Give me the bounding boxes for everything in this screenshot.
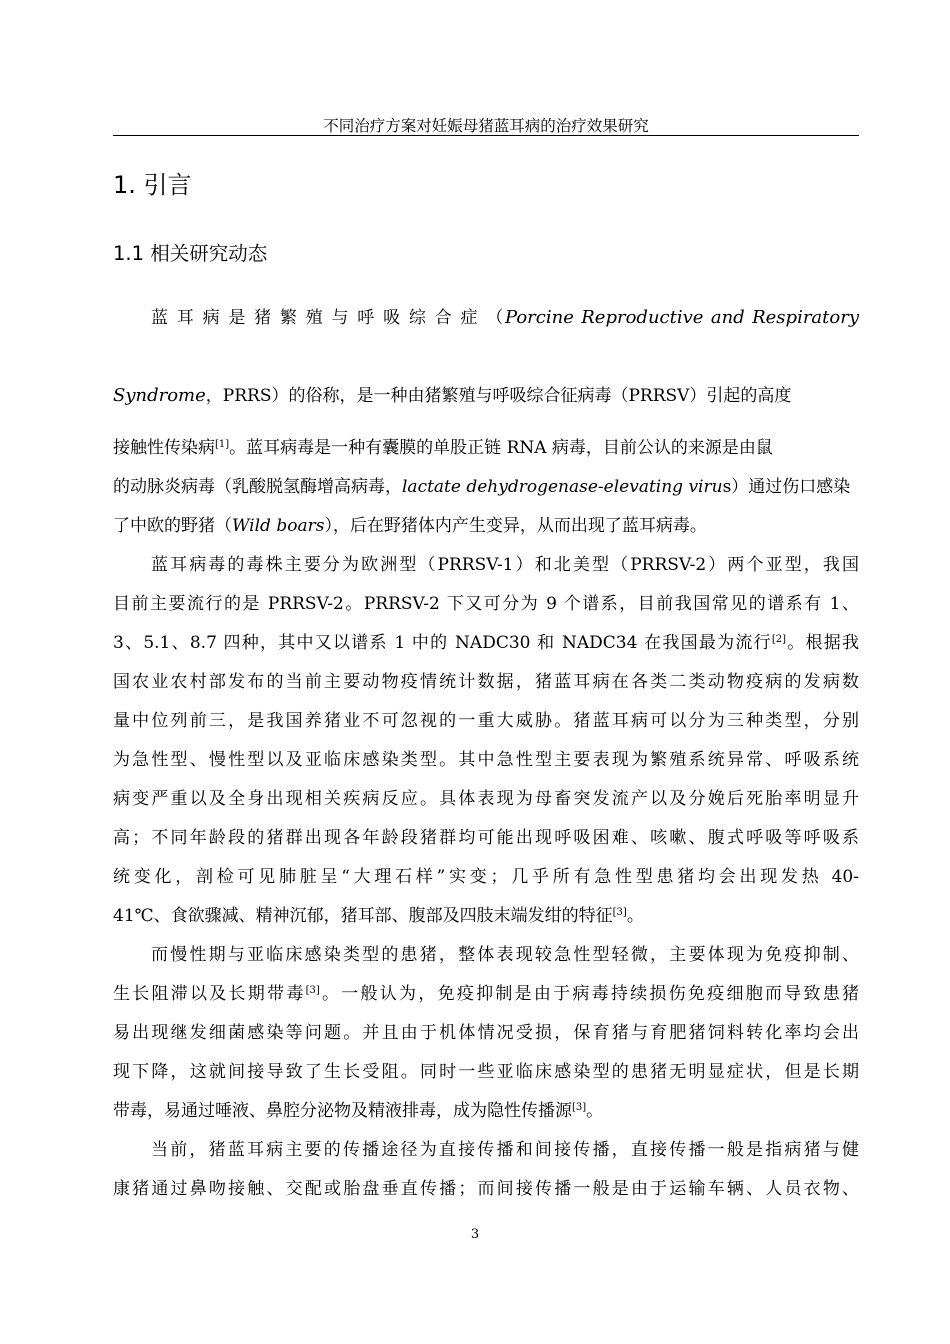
paragraph-line: 统变化，剖检可见肺脏呈“大理石样”实变；几乎所有急性型患猪均会出现发热 40- [113, 867, 859, 887]
subsection-heading: 1.1 相关研究动态 [113, 242, 268, 265]
text-run: 。一般认为，免疫抑制是由于病毒持续损伤免疫细胞而导致患猪 [319, 984, 860, 1004]
text-run-italic: Syndrome [113, 385, 206, 406]
text-run: 生长阻滞以及长期带毒 [113, 984, 306, 1004]
text-run: s）通过伤口感染 [722, 477, 851, 497]
paragraph-line: 蓝耳病毒的毒株主要分为欧洲型（PRRSV-1）和北美型（PRRSV-2）两个亚型，我国 [151, 555, 859, 575]
paragraph-line: 现下降，这就间接导致了生长受阻。同时一些亚临床感染型的患猪无明显症状，但是长期 [113, 1062, 859, 1082]
text-run: 带毒，易通过唾液、鼻腔分泌物及精液排毒，成为隐性传播源 [113, 1101, 572, 1121]
paragraph-line [113, 513, 859, 539]
page-number: 3 [470, 1227, 480, 1242]
text-run: 。 [626, 906, 644, 926]
text-run-italic: lactate dehydrogenase-elevating viru [402, 477, 723, 497]
text-run: 。蓝耳病毒是一种有囊膜的单股正链 RNA 病毒，目前公认的来源是由鼠 [229, 438, 773, 458]
citation-ref: [3] [305, 985, 320, 996]
paragraph-line: 病变严重以及全身出现相关疾病反应。具体表现为母畜突发流产以及分娩后死胎率明显升 [113, 789, 859, 809]
paragraph-line: 国农业农村部发布的当前主要动物疫情统计数据，猪蓝耳病在各类二类动物疫病的发病数 [113, 672, 859, 692]
paragraph-line [113, 474, 859, 500]
citation-ref: [3] [572, 1102, 587, 1113]
text-run: ），后在野猪体内产生变异，从而出现了蓝耳病毒。 [324, 516, 707, 536]
header-rule [113, 135, 859, 136]
text-run: 接触性传染病 [113, 438, 215, 458]
running-header: 不同治疗方案对妊娠母猪蓝耳病的治疗效果研究 [323, 117, 649, 135]
text-run: 41℃、食欲骤减、精神沉郁，猪耳部、腹部及四肢末端发绀的特征 [113, 906, 613, 926]
paragraph-line: 而慢性期与亚临床感染类型的患猪，整体表现较急性型轻微，主要体现为免疫抑制、 [151, 945, 859, 965]
paragraph-line: 为急性型、慢性型以及亚临床感染类型。其中急性型主要表现为繁殖系统异常、呼吸系统 [113, 750, 859, 770]
section-heading: 1. 引言 [113, 171, 192, 199]
text-run: ，PRRS）的俗称，是一种由猪繁殖与呼吸综合征病毒（PRRSV）引起的高度 [205, 386, 792, 406]
paragraph-line: 目前主要流行的是 PRRSV-2。PRRSV-2 下又可分为 9 个谱系，目前我国常见的谱系有 1、 [113, 594, 859, 614]
text-run-italic: Porcine Reproductive and Respiratory [504, 307, 860, 328]
text-run-italic: Wild boars [232, 516, 325, 536]
citation-ref: [2] [771, 634, 787, 645]
paragraph-line: 易出现继发细菌感染等问题。并且由于机体情况受损，保育猪与育肥猪饲料转化率均会出 [113, 1023, 859, 1043]
text-run: 了中欧的野猪（ [113, 516, 232, 536]
paragraph-line: 高；不同年龄段的猪群出现各年龄段猪群均可能出现呼吸困难、咳嗽、腹式呼吸等呼吸系 [113, 828, 859, 848]
text-run: 的动脉炎病毒（乳酸脱氢酶增高病毒， [113, 477, 402, 497]
text-run: 。根据我 [786, 633, 860, 653]
text-run: 蓝 耳 病 是 猪 繁 殖 与 呼 吸 综 合 症 （ [151, 308, 505, 328]
paragraph-line: 当前，猪蓝耳病主要的传播途径为直接传播和间接传播，直接传播一般是指病猪与健 [151, 1140, 859, 1160]
paragraph-line [113, 630, 859, 656]
paragraph-line [113, 435, 859, 461]
paragraph-line: 康猪通过鼻吻接触、交配或胎盘垂直传播；而间接传播一般是由于运输车辆、人员衣物、 [113, 1179, 859, 1199]
paragraph-line [113, 903, 859, 929]
paragraph-line [151, 305, 859, 331]
paragraph-line [113, 981, 859, 1007]
text-run: 。 [586, 1101, 604, 1121]
citation-ref: [1] [215, 439, 230, 450]
paragraph-line [113, 383, 859, 409]
text-run: 3、5.1、8.7 四种，其中又以谱系 1 中的 NADC30 和 NADC34 在我国最为流行 [113, 633, 772, 653]
paragraph-line: 量中位列前三，是我国养猪业不可忽视的一重大威胁。猪蓝耳病可以分为三种类型，分别 [113, 711, 859, 731]
citation-ref: [3] [612, 907, 627, 918]
paragraph-line [113, 1098, 859, 1124]
